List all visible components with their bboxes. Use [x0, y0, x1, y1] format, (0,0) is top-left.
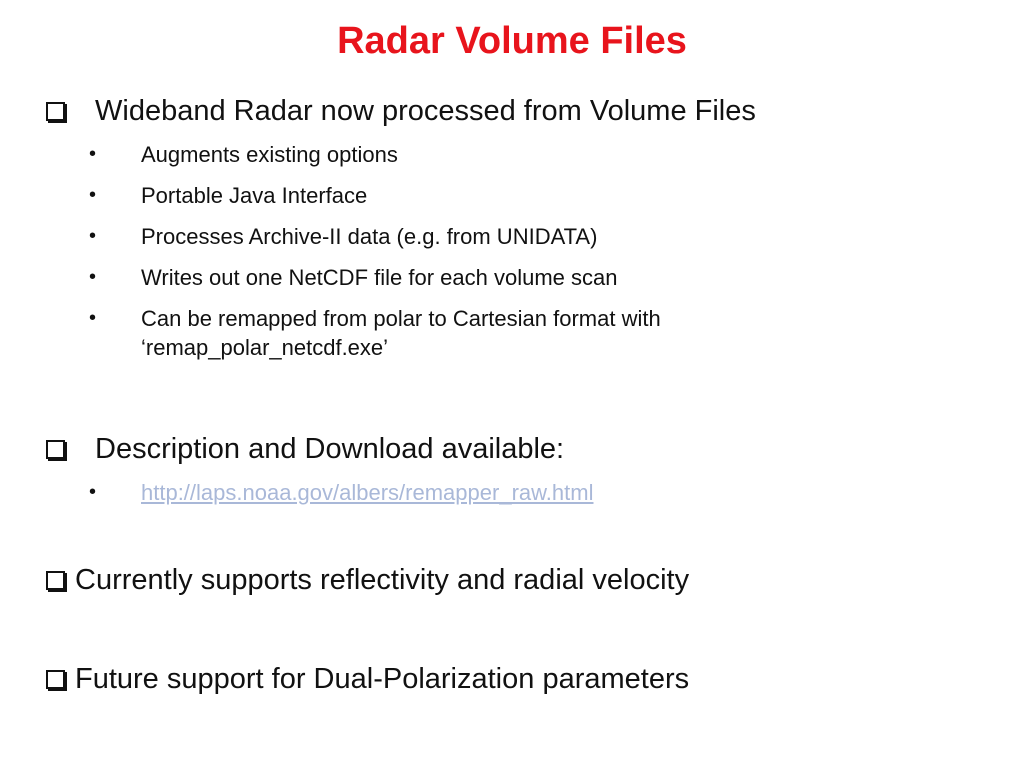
bullet-list — [46, 140, 756, 362]
section-heading — [46, 432, 593, 466]
list-item: • Processes Archive-II data (e.g. from UNIDATA) — [89, 224, 598, 249]
bullet-icon: • — [89, 225, 97, 247]
bullet-icon: • — [89, 143, 97, 165]
bullet-icon: • — [89, 184, 97, 206]
section-current-support — [46, 563, 689, 597]
bullet-icon: • — [89, 481, 97, 503]
bullet-icon: • — [89, 266, 97, 288]
slide-title: Radar Volume Files — [337, 20, 687, 62]
list-item: • Portable Java Interface — [89, 183, 368, 208]
section-heading-text: Wideband Radar now processed from Volume Files — [95, 95, 756, 127]
section-description-download — [46, 432, 593, 507]
section-future-support — [46, 662, 689, 696]
section-heading — [46, 94, 756, 128]
list-item: • Augments existing options — [89, 142, 398, 167]
remapper-link[interactable]: http://laps.noaa.gov/albers/remapper_raw.html — [141, 480, 594, 505]
section-heading — [46, 563, 689, 597]
list-item: • Can be remapped from polar to Cartesian format with ‘remap_polar_netcdf.exe’ — [89, 306, 661, 360]
section-wideband-radar — [46, 94, 756, 362]
checkbox-icon — [46, 102, 65, 121]
section-heading — [46, 662, 689, 696]
checkbox-icon — [46, 670, 65, 689]
list-item — [46, 478, 593, 507]
bullet-list — [46, 478, 593, 507]
checkbox-icon — [46, 571, 65, 590]
checkbox-icon — [46, 440, 65, 459]
list-item: • Writes out one NetCDF file for each volume scan — [89, 265, 618, 290]
bullet-icon: • — [89, 307, 97, 329]
section-heading-text: Description and Download available: — [95, 433, 565, 465]
section-heading-text: Currently supports reflectivity and radial velocity — [75, 564, 690, 596]
section-heading-text: Future support for Dual-Polarization parameters — [75, 663, 690, 695]
